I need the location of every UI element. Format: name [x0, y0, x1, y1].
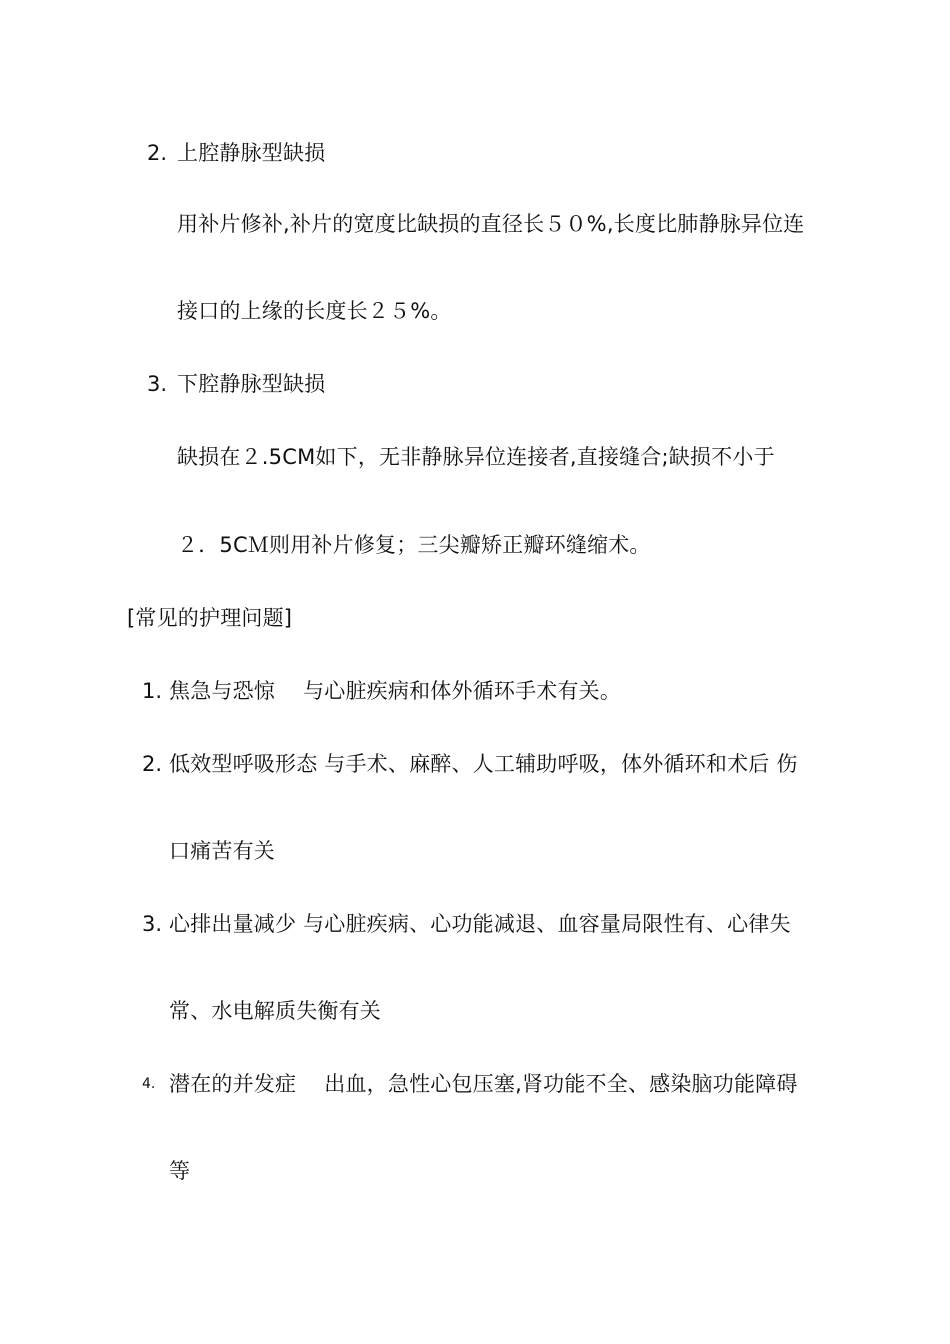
section-3-number: 3. — [147, 372, 168, 396]
nursing-item-4-number: 4. — [142, 1076, 156, 1092]
section-3-body-line-2: ２．5CＭ则用补片修复；三尖瓣矫正瓣环缝缩术。 — [177, 533, 651, 557]
section-3-heading: 下腔静脉型缺损 — [177, 372, 326, 396]
nursing-item-3-number: 3. — [142, 912, 163, 936]
nursing-title: [常见的护理问题] — [127, 606, 293, 630]
section-2-heading: 上腔静脉型缺损 — [177, 141, 326, 165]
nursing-item-2-number: 2. — [142, 752, 163, 776]
nursing-item-2-line-2: 口痛苦有关 — [169, 839, 275, 863]
nursing-item-1-number: 1. — [142, 679, 163, 703]
section-2-body-line-1: 用补片修补,补片的宽度比缺损的直径长５０%,长度比肺静脉异位连 — [177, 212, 805, 236]
section-3-body-line-1: 缺损在２.5CM如下，无非静脉异位连接者,直接缝合;缺损不小于 — [177, 445, 775, 469]
nursing-item-3-line-2: 常、水电解质失衡有关 — [169, 999, 381, 1023]
nursing-item-3-line-1: 心排出量减少 与心脏疾病、心功能减退、血容量局限性有、心律失 — [169, 912, 791, 936]
nursing-item-2-line-1: 低效型呼吸形态 与手术、麻醉、人工辅助呼吸，体外循环和术后 伤 — [169, 752, 798, 776]
nursing-item-4-line-2: 等 — [169, 1159, 191, 1183]
section-2-number: 2. — [147, 141, 168, 165]
nursing-item-4-line-1: 潜在的并发症 出血，急性心包压塞,肾功能不全、感染脑功能障碍 — [169, 1072, 798, 1096]
nursing-item-1-line-1: 焦急与恐惊 与心脏疾病和体外循环手术有关。 — [169, 679, 622, 703]
section-2-body-line-2: 接口的上缘的长度长２５%。 — [177, 299, 452, 323]
